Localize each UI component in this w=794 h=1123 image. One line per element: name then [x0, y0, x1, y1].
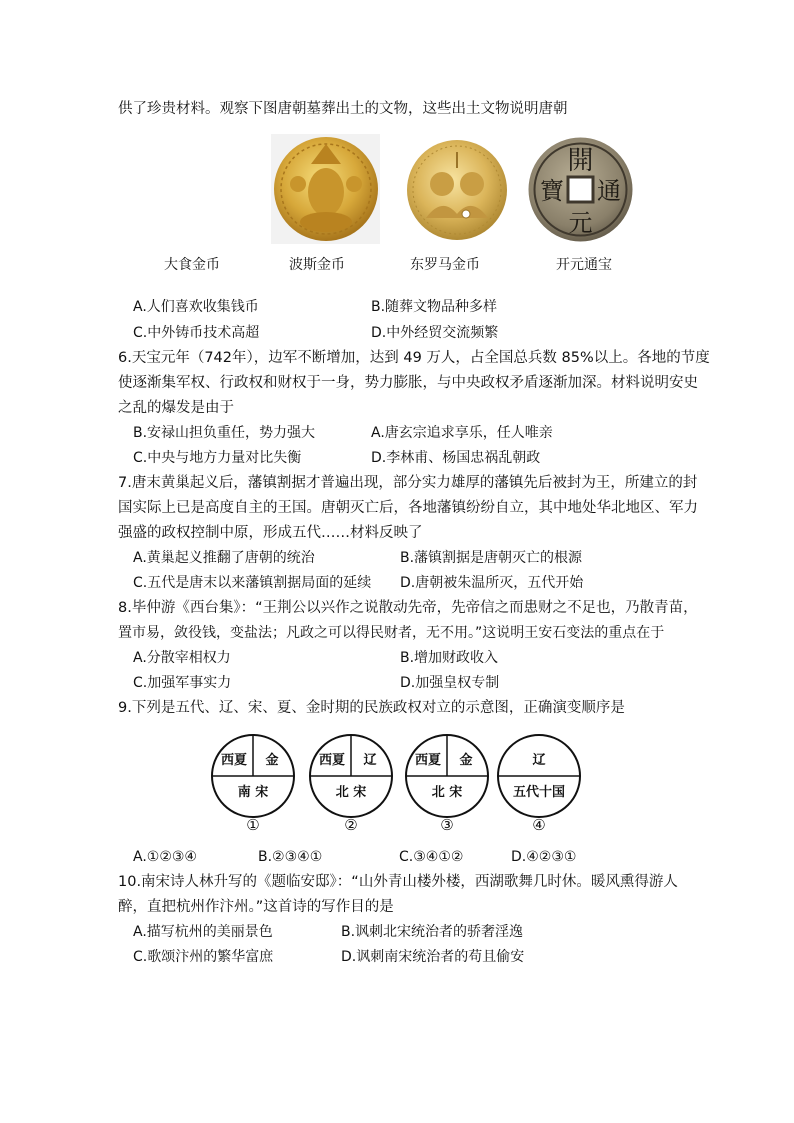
svg-text:西夏: 西夏	[414, 753, 442, 768]
svg-text:辽: 辽	[363, 753, 377, 768]
q7-stem-line: 7.唐末黄巢起义后，藩镇割据才普遍出现，部分实力雄厚的藩镇先后被封为王，所建立的封	[118, 475, 698, 491]
coin-label: 东罗马金币	[410, 257, 480, 273]
q8-stem-line: 置市易，敛役钱，变盐法；凡政之可以得民财者，无不用。”这说明王安石变法的重点在于	[118, 625, 665, 641]
persian-gold-coin-icon	[400, 138, 513, 244]
q7-option-a: A.黄巢起义推翻了唐朝的统治	[133, 550, 315, 566]
q6-option-b: B.安禄山担负重任，势力强大	[133, 425, 316, 441]
q6-option-d: D.李林甫、杨国忠祸乱朝政	[371, 450, 541, 466]
q7-option-b: B.藩镇割据是唐朝灭亡的根源	[400, 550, 583, 566]
q9-stem-line: 9.下列是五代、辽、宋、夏、金时期的民族政权对立的示意图，正确演变顺序是	[118, 700, 625, 716]
intro-line: 供了珍贵材料。观察下图唐朝墓葬出土的文物，这些出土文物说明唐朝	[118, 101, 568, 117]
q10-stem-line: 醉，直把杭州作汴州。”这首诗的写作目的是	[118, 899, 394, 915]
coin-label: 波斯金币	[289, 257, 345, 273]
q8-option-c: C.加强军事实力	[133, 675, 232, 691]
q10-option-c: C.歌颂汴州的繁华富庶	[133, 949, 274, 965]
q9-option-c: C.③④①②	[399, 849, 464, 865]
q6-stem-line: 6.天宝元年（742年），边军不断增加，达到 49 万人，占全国总兵数 85%以上。各地的节度	[118, 350, 710, 366]
q6-stem-line: 之乱的爆发是由于	[118, 400, 234, 416]
q5-option-c: C.中外铸币技术高超	[133, 325, 260, 341]
diagram-number: ③	[440, 816, 454, 834]
q8-stem-line: 8.毕仲游《西台集》：“王荆公以兴作之说散动先帝，先帝信之而患财之不足也，乃散青苗，	[118, 600, 698, 616]
q8-option-a: A.分散宰相权力	[133, 650, 231, 666]
q9-option-d: D.④②③①	[511, 849, 577, 865]
q7-option-c: C.五代是唐末以来藩镇割据局面的延续	[133, 575, 372, 591]
svg-text:五代十国: 五代十国	[512, 785, 566, 800]
regime-diagram-4	[496, 733, 582, 819]
svg-text:西夏: 西夏	[220, 753, 248, 768]
q9-option-b: B.②③④①	[258, 849, 323, 865]
q5-option-d: D.中外经贸交流频繁	[371, 325, 499, 341]
svg-text:北 宋: 北 宋	[335, 785, 367, 800]
coin-char-bottom: 元	[568, 209, 593, 237]
q10-stem-line: 10.南宋诗人林升写的《题临安邸》：“山外青山楼外楼，西湖歌舞几时休。暖风熏得游人	[118, 874, 678, 890]
q6-option-c: C.中央与地方力量对比失衡	[133, 450, 302, 466]
q10-option-b: B.讽刺北宋统治者的骄奢淫逸	[341, 924, 524, 940]
q10-option-d: D.讽刺南宋统治者的苟且偷安	[341, 949, 525, 965]
q7-option-d: D.唐朝被朱温所灭，五代开始	[400, 575, 584, 591]
regime-diagram-3	[404, 733, 490, 819]
regime-diagram-2	[308, 733, 394, 819]
q6-option-a: A.唐玄宗追求享乐，任人唯亲	[371, 425, 553, 441]
coin-label: 开元通宝	[556, 257, 612, 273]
coin-char-left: 寶	[540, 177, 564, 205]
svg-text:南 宋: 南 宋	[237, 785, 269, 800]
q7-stem-line: 强盛的政权控制中原，形成五代……材料反映了	[118, 525, 423, 541]
svg-text:辽: 辽	[532, 753, 546, 768]
q7-stem-line: 国实际上已是高度自主的王国。唐朝灭亡后，各地藩镇纷纷自立，其中地处华北地区、军力	[118, 500, 698, 516]
q5-option-a: A.人们喜欢收集钱币	[133, 299, 259, 315]
diagram-number: ②	[344, 816, 358, 834]
q8-option-d: D.加强皇权专制	[400, 675, 500, 691]
q9-option-a: A.①②③④	[133, 849, 197, 865]
coin-label: 大食金币	[164, 257, 220, 273]
q10-option-a: A.描写杭州的美丽景色	[133, 924, 273, 940]
q8-option-b: B.增加财政收入	[400, 650, 499, 666]
svg-text:西夏: 西夏	[318, 753, 346, 768]
coin-char-top: 開	[567, 146, 594, 176]
kaiyuan-tongbao-coin-icon	[527, 136, 634, 243]
diagram-number: ④	[532, 816, 546, 834]
q5-option-b: B.随葬文物品种多样	[371, 299, 498, 315]
q6-stem-line: 使逐渐集军权、行政权和财权于一身，势力膨胀，与中央政权矛盾逐渐加深。材料说明安史	[118, 375, 698, 391]
diagram-number: ①	[246, 816, 260, 834]
svg-text:金: 金	[265, 753, 279, 768]
regime-diagram-1	[210, 733, 296, 819]
dashi-gold-coin-icon	[271, 134, 380, 244]
coin-char-right: 通	[597, 177, 621, 205]
svg-text:北 宋: 北 宋	[431, 785, 463, 800]
svg-text:金: 金	[459, 753, 473, 768]
